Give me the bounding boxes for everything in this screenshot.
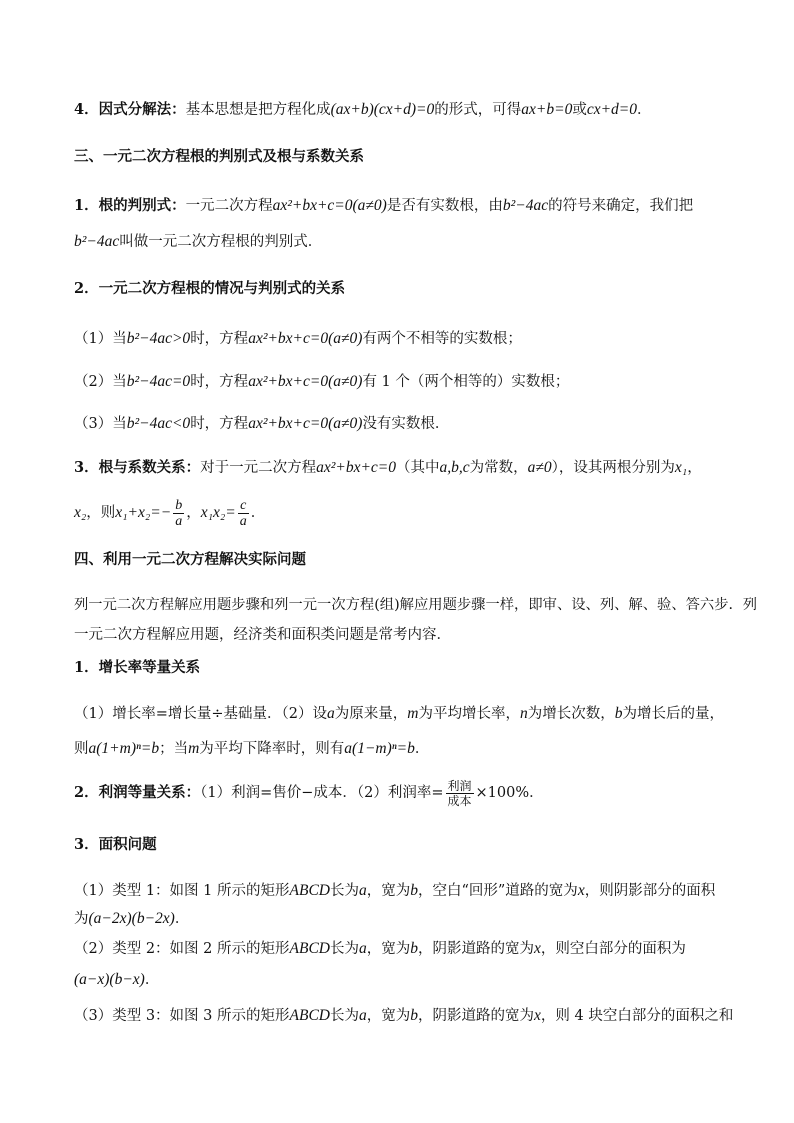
area-heading: 3．面积问题 xyxy=(74,836,157,853)
growth-rate-line-2: 则a(1+m)ⁿ=b；当m为平均下降率时，则有a(1−m)ⁿ=b． xyxy=(74,740,430,757)
vieta-line-2: x₂，则x₁+x₂=− $\frac{b}{a}$ ，x₁x₂= $\frac{c}{a}$ ． xyxy=(74,497,266,529)
application-para-line-1: 列一元二次方程解应用题步骤和列一元一次方程(组)解应用题步骤一样，即审、设、列、解、验、答六步．列 xyxy=(74,597,758,613)
case-1-line: （1）当b²−4ac>0时，方程ax²+bx+c=0(a≠0)有两个不相等的实数根； xyxy=(74,330,522,347)
application-para-line-2: 一元二次方程解应用题，经济类和面积类问题是常考内容． xyxy=(74,627,451,643)
growth-rate-line-1: （1）增长率=增长量÷基础量．（2）设a为原来量，m为平均增长率，n为增长次数，b为增长后的量， xyxy=(74,705,724,722)
section-heading-3: 三、一元二次方程根的判别式及根与系数关系 xyxy=(74,148,364,165)
fraction-profit-over-cost: $\frac{\text{利润}}{\text{成本}}$ xyxy=(447,778,472,808)
discriminant-line-1: 1．根的判别式：一元二次方程ax²+bx+c=0(a≠0)是否有实数根，由b²−4ac的符号来确定，我们把 xyxy=(74,197,694,214)
discriminant-line-2: b²−4ac叫做一元二次方程根的判别式． xyxy=(74,233,323,250)
area-type-2-line-2: (a−x)(b−x)． xyxy=(74,971,160,988)
area-type-1-line-2: 为(a−2x)(b−2x)． xyxy=(74,910,190,927)
factorization-line: 4．因式分解法：基本思想是把方程化成(ax+b)(cx+d)=0的形式，可得ax+b=0或cx+d=0． xyxy=(74,101,652,118)
factorization-label: 4．因式分解法： xyxy=(74,101,186,118)
vieta-line-1: 3．根与系数关系：对于一元二次方程ax²+bx+c=0（其中a,b,c为常数，a≠0），设其两根分别为x₁， xyxy=(74,459,702,476)
roots-relation-heading: 2．一元二次方程根的情况与判别式的关系 xyxy=(74,280,346,297)
section-heading-4: 四、利用一元二次方程解决实际问题 xyxy=(74,551,306,568)
area-type-1-line-1: （1）类型 1：如图 1 所示的矩形ABCD长为a，宽为b，空白“回形”道路的宽为x，则阴影部分的面积 xyxy=(74,882,716,899)
case-3-line: （3）当b²−4ac<0时，方程ax²+bx+c=0(a≠0)没有实数根． xyxy=(74,415,450,432)
profit-line: 2．利润等量关系：（1）利润=售价−成本．（2）利润率= $\frac{\text{利润}}{\text{成本}}$ ×100%． xyxy=(74,778,544,808)
growth-rate-heading: 1．增长率等量关系 xyxy=(74,659,201,676)
case-2-line: （2）当b²−4ac=0时，方程ax²+bx+c=0(a≠0)有 1 个（两个相等的）实数根； xyxy=(74,373,570,390)
fraction-b-over-a: $\frac{b}{a}$ xyxy=(175,497,183,529)
area-type-2-line-1: （2）类型 2：如图 2 所示的矩形ABCD长为a，宽为b，阴影道路的宽为x，则空白部分的面积为 xyxy=(74,940,686,957)
fraction-c-over-a: $\frac{c}{a}$ xyxy=(239,497,247,529)
area-type-3-line-1: （3）类型 3：如图 3 所示的矩形ABCD长为a，宽为b，阴影道路的宽为x，则 4 块空白部分的面积之和 xyxy=(74,1007,734,1024)
